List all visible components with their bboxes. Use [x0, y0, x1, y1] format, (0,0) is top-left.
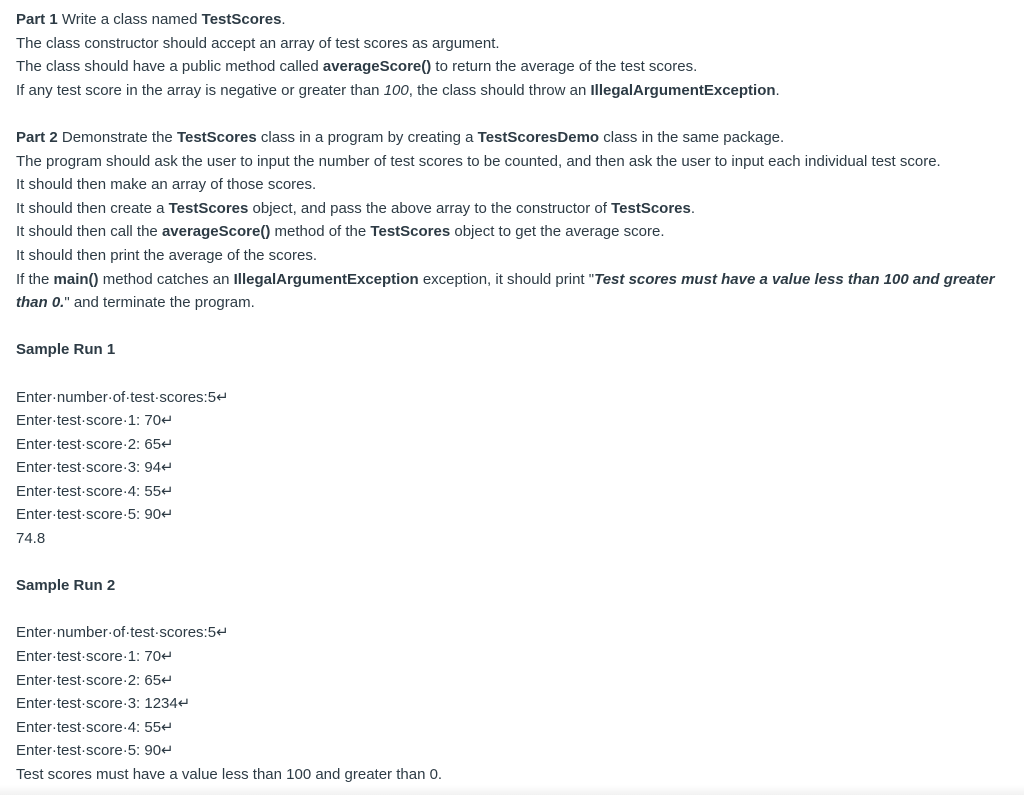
part1-line2: The class constructor should accept an array of test scores as argument. — [16, 34, 500, 52]
sample-run-1-heading: Sample Run 1 — [16, 341, 116, 359]
run-line: Enter·test·score·5: 90↵ — [16, 506, 174, 524]
part2-line5: It should then call the averageScore() method of the TestScores object to get the average score. — [16, 223, 665, 241]
part2-line4: It should then create a TestScores object, and pass the above array to the constructor of TestScores. — [16, 199, 696, 217]
assignment-content — [16, 8, 1012, 787]
run-line: Enter·number·of·test·scores:5↵ — [16, 624, 229, 642]
part2-line2: The program should ask the user to input the number of test scores to be counted, and then ask the user to input each individual test score. — [16, 152, 941, 170]
run-line: Enter·test·score·3: 1234↵ — [16, 695, 191, 713]
max-score-value: 100 — [383, 81, 409, 99]
method-name-main: main() — [53, 270, 99, 288]
sample-run-1-output — [16, 386, 1012, 551]
part1-line3: The class should have a public method called averageScore() to return the average of the test scores. — [16, 58, 698, 76]
run-result: Test scores must have a value less than 100 and greater than 0. — [16, 766, 443, 783]
run-result: 74.8 — [16, 530, 46, 548]
bottom-fade — [0, 785, 1024, 795]
class-name-testscoresdemo: TestScoresDemo — [477, 128, 600, 146]
run-line: Enter·test·score·5: 90↵ — [16, 742, 174, 760]
part1-heading: Part 1 — [16, 11, 58, 28]
run-line: Enter·test·score·3: 94↵ — [16, 459, 174, 477]
sample-run-2-heading: Sample Run 2 — [16, 577, 116, 595]
part1-line4: If any test score in the array is negative or greater than 100, the class should throw an IllegalArgumentException. — [16, 81, 780, 99]
error-message-quote: Test scores must have a value less than 100 and greater than 0. — [16, 270, 995, 312]
part2-heading: Part 2 — [16, 128, 58, 146]
sample-run-2-output — [16, 621, 1012, 786]
run-line: Enter·number·of·test·scores:5↵ — [16, 388, 229, 406]
run-line: Enter·test·score·2: 65↵ — [16, 671, 174, 689]
part1-line1: Part 1 Write a class named TestScores. — [16, 11, 286, 28]
exception-name: IllegalArgumentException — [590, 81, 776, 99]
run-line: Enter·test·score·1: 70↵ — [16, 648, 174, 666]
run-line: Enter·test·score·4: 55↵ — [16, 718, 174, 736]
run-line: Enter·test·score·4: 55↵ — [16, 482, 174, 500]
run-line: Enter·test·score·1: 70↵ — [16, 412, 174, 430]
part2-line3: It should then make an array of those scores. — [16, 176, 317, 194]
part2-line1: Part 2 Demonstrate the TestScores class in a program by creating a TestScoresDemo class in the same package. — [16, 128, 785, 146]
part2-line6: It should then print the average of the scores. — [16, 246, 318, 264]
class-name-testscores: TestScores — [201, 11, 282, 28]
run-line: Enter·test·score·2: 65↵ — [16, 435, 174, 453]
part2-line7: If the main() method catches an IllegalArgumentException exception, it should print "Test scores must have a value less than 100 and greater than 0." and terminate the program. — [16, 270, 995, 312]
method-name-averagescore: averageScore() — [322, 58, 432, 76]
